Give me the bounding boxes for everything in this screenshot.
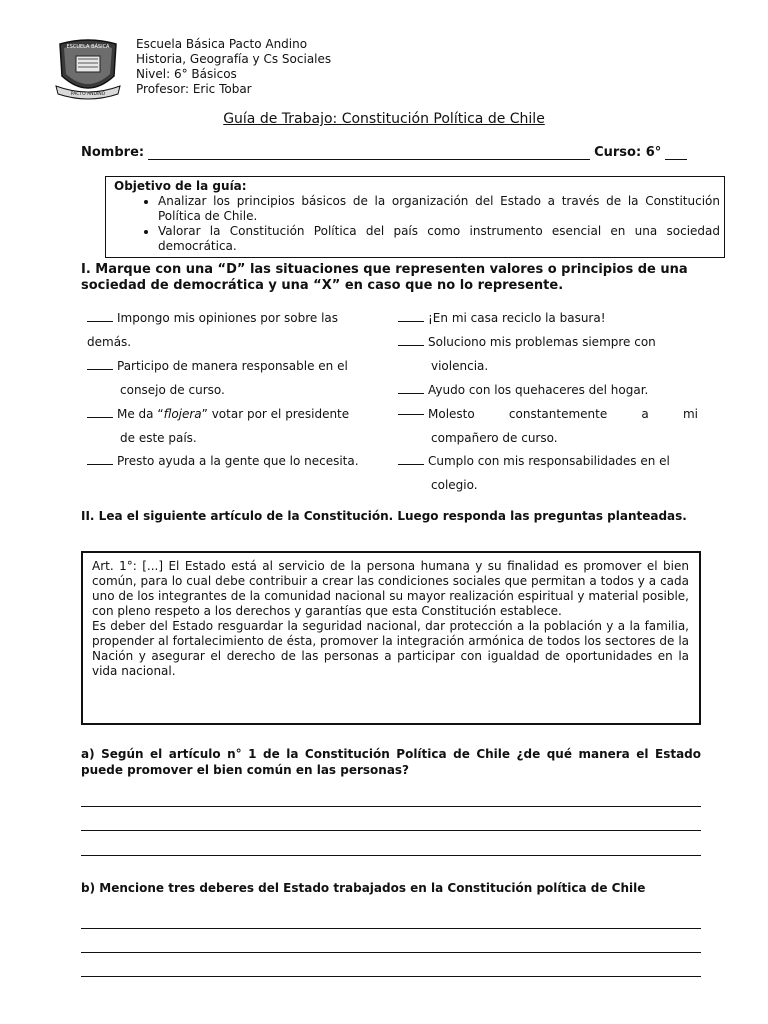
course-label: Curso: 6°	[594, 145, 662, 160]
objective-box	[105, 176, 725, 258]
answer-line-b-3[interactable]	[81, 976, 701, 977]
answer-blank[interactable]	[87, 452, 113, 465]
answer-line-b-1[interactable]	[81, 928, 701, 929]
statement-left-4: Presto ayuda a la gente que lo necesita.	[87, 449, 387, 473]
student-info-row	[81, 145, 701, 160]
answer-blank[interactable]	[398, 402, 424, 415]
svg-text:ESCUELA BÁSICA: ESCUELA BÁSICA	[66, 44, 110, 50]
page-title: Guía de Trabajo: Constitución Política de Chile	[223, 111, 545, 127]
section1-heading: I. Marque con una “D” las situaciones que representen valores o principios de una sociedad de democrática y una “X” en caso que no lo represente.	[81, 262, 688, 293]
svg-text:PACTO ANDINO: PACTO ANDINO	[70, 92, 106, 97]
objective-item: • Analizar los principios básicos de la organización del Estado a través de la Constitución Política de Chile.	[158, 194, 720, 224]
objective-item: • Valorar la Constitución Política del país como instrumento esencial en una sociedad democrática.	[158, 224, 720, 254]
answer-blank[interactable]	[398, 381, 424, 394]
question-a: a) Según el artículo n° 1 de la Constitución Política de Chile ¿de qué manera el Estado puede promover el bien común en las personas?	[81, 747, 701, 777]
objective-list	[114, 194, 720, 254]
article-box	[81, 551, 701, 725]
school-logo	[54, 38, 122, 102]
statement-right-5: Cumplo con mis responsabilidades en el colegio.	[398, 449, 698, 497]
statement-right-3: Ayudo con los quehaceres del hogar.	[398, 378, 698, 402]
name-label: Nombre:	[81, 145, 145, 160]
statement-right-1: ¡En mi casa reciclo la basura!	[398, 306, 698, 330]
answer-line-b-2[interactable]	[81, 952, 701, 953]
statement-right-2: Soluciono mis problemas siempre con violencia.	[398, 330, 698, 378]
statement-left-3: Me da “flojera” votar por el presidente de este país.	[87, 402, 384, 450]
answer-line-a-1[interactable]	[81, 806, 701, 807]
statement-right-4: Molesto constantemente a mi compañero de curso.	[398, 402, 698, 450]
school-name: Escuela Básica Pacto Andino	[136, 37, 308, 51]
article-paragraph-1: Art. 1°: [...] El Estado está al servicio de la persona humana y su finalidad es promover el bien común, para lo cual debe contribuir a crear las condiciones sociales que permitan a todos y a cada uno de los integrantes de la comunidad nacional su mayor realización espiritual y material posible, con pleno respeto a los derechos y garantías que esta Constitución establece.	[92, 559, 689, 618]
question-b: b) Mencione tres deberes del Estado trabajados en la Constitución política de Chile	[81, 881, 646, 895]
statement-left-2: Participo de manera responsable en el consejo de curso.	[87, 354, 384, 402]
answer-blank[interactable]	[398, 452, 424, 465]
answer-line-a-3[interactable]	[81, 855, 701, 856]
answer-blank[interactable]	[398, 309, 424, 322]
article-paragraph-2: Es deber del Estado resguardar la seguridad nacional, dar protección a la población y a la familia, propender al fortalecimiento de ésta, promover la integración armónica de todos los sectores de la Nación y asegurar el derecho de las personas a participar con igualdad de oportunidades en la vida nacional.	[92, 619, 689, 678]
section2-heading: II. Lea el siguiente artículo de la Constitución. Luego responda las preguntas planteadas.	[81, 509, 687, 523]
answer-blank[interactable]	[398, 333, 424, 346]
name-field[interactable]	[148, 145, 590, 160]
course-field[interactable]	[665, 145, 687, 160]
school-info	[136, 37, 331, 97]
answer-blank[interactable]	[87, 357, 113, 370]
objective-heading: Objetivo de la guía:	[114, 179, 247, 193]
level-label: Nivel: 6° Básicos	[136, 67, 237, 81]
statement-left-1: Impongo mis opiniones por sobre las demás.	[87, 311, 339, 349]
teacher-label: Profesor: Eric Tobar	[136, 82, 252, 96]
answer-blank[interactable]	[87, 309, 113, 322]
answer-line-a-2[interactable]	[81, 830, 701, 831]
subject-name: Historia, Geografía y Cs Sociales	[136, 52, 332, 66]
answer-blank[interactable]	[87, 405, 113, 418]
